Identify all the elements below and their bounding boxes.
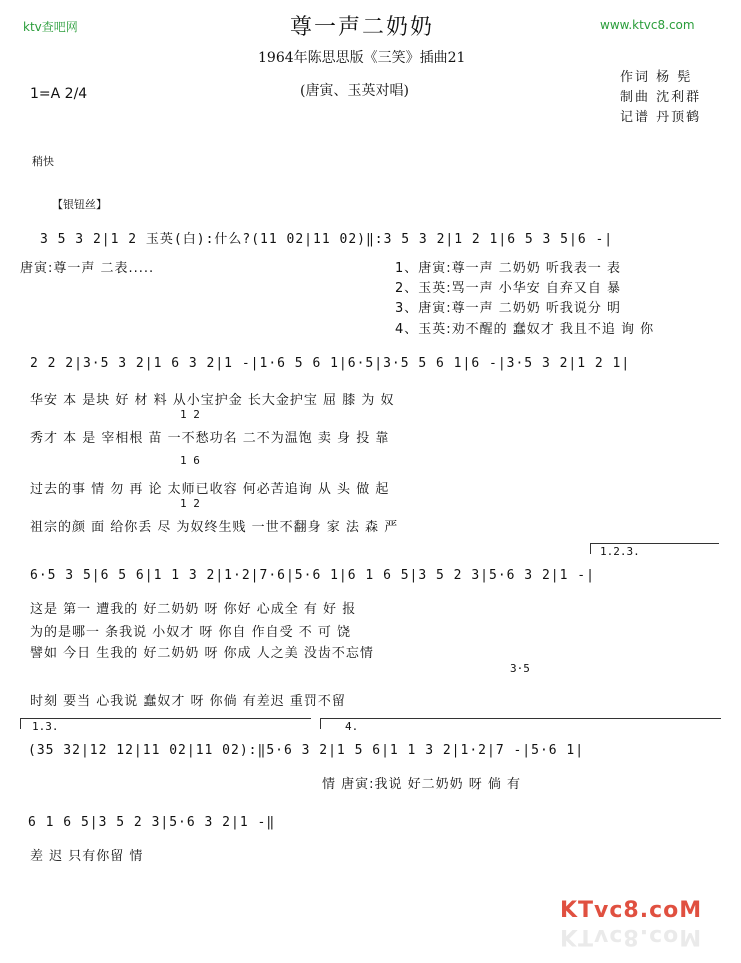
lyric-row-1-verse-1: 1、唐寅:尊一声 二奶奶 听我表一 表: [395, 261, 622, 276]
lyric-row-5: 差 迟 只有你留 情: [30, 849, 144, 864]
volta-label-3: 4.: [345, 720, 359, 733]
notation-row-1: 3 5 3 2|1 2 玉英(白):什么?(11 02|11 02)‖:3 5 3 2|1 2 1|6 5 3 5|6 -|: [40, 232, 614, 247]
lyric-row-3-verse-2: 为的是哪一 条我说 小奴才 呀 你自 作自受 不 可 饶: [30, 625, 352, 640]
small-notes-2c: 1 2: [180, 497, 200, 510]
notation-row-3: 6·5 3 5|6 5 6|1 1 3 2|1·2|7·6|5·6 1|6 1 6 5|3 5 2 3|5·6 3 2|1 -|: [30, 568, 595, 583]
volta-label-1: 1.2.3.: [600, 545, 640, 558]
lyric-row-1-intro: 唐寅:尊一声 二表.....: [20, 261, 155, 276]
lyric-row-2-verse-3: 过去的事 情 勿 再 论 太师已收容 何必苦追询 从 头 做 起: [30, 482, 390, 497]
lyric-row-3-verse-4: 时刻 要当 心我说 蠢奴才 呀 你倘 有差迟 重罚不留: [30, 694, 346, 709]
lyric-row-1-verse-2: 2、玉英:骂一声 小华安 自弃又自 暴: [395, 281, 622, 296]
credit-lyricist: 作词 杨 髡: [620, 70, 693, 85]
lyric-row-1-verse-4: 4、玉英:劝不醒的 蠢奴才 我且不追 询 你: [395, 322, 655, 337]
lyric-row-3-verse-1: 这是 第一 遭我的 好二奶奶 呀 你好 心成全 有 好 报: [30, 602, 357, 617]
small-notes-2a: 1 2: [180, 408, 200, 421]
site-label-left: ktv查吧网: [23, 20, 78, 34]
notation-row-5: 6 1 6 5|3 5 2 3|5·6 3 2|1 -‖: [28, 815, 276, 830]
singers-note: (唐寅、玉英对唱): [300, 83, 409, 99]
song-title: 尊一声二奶奶: [290, 15, 435, 40]
credit-transcriber: 记谱 丹顶鹤: [620, 110, 702, 125]
credit-composer: 制曲 沈利群: [620, 90, 702, 105]
volta-bracket-3: [320, 718, 721, 729]
lyric-row-2-verse-4: 祖宗的颜 面 给你丢 尽 为奴终生贱 一世不翻身 家 法 森 严: [30, 520, 399, 535]
lyric-row-3-verse-3: 譬如 今日 生我的 好二奶奶 呀 你成 人之美 没齿不忘情: [30, 646, 374, 661]
song-subtitle: 1964年陈思思版《三笑》插曲21: [258, 50, 466, 66]
key-signature: 1=A 2/4: [30, 86, 88, 102]
tempo-marking: 稍快: [32, 155, 54, 168]
lyric-row-2-verse-1: 华安 本 是块 好 材 料 从小宝护金 长大金护宝 屈 膝 为 奴: [30, 393, 395, 408]
volta-label-2: 1.3.: [32, 720, 59, 733]
lyric-row-4: 情 唐寅:我说 好二奶奶 呀 倘 有: [322, 777, 522, 792]
lyric-row-1-verse-3: 3、唐寅:尊一声 二奶奶 听我说分 明: [395, 301, 622, 316]
volta-bracket-2: [20, 718, 311, 729]
lyric-row-2-verse-2: 秀才 本 是 宰相根 苗 一不愁功名 二不为温饱 卖 身 投 靠: [30, 431, 390, 446]
credits-block: [620, 68, 701, 128]
instrument-label: 【银钮丝】: [52, 198, 107, 211]
watermark-logo: KTvc8.coM: [560, 898, 703, 923]
small-notes-3: 3·5: [510, 662, 530, 675]
notation-row-2: 2 2 2|3·5 3 2|1 6 3 2|1 -|1·6 5 6 1|6·5|3·5 5 6 1|6 -|3·5 3 2|1 2 1|: [30, 356, 631, 371]
small-notes-2b: 1 6: [180, 454, 200, 467]
watermark-logo-reflection: KTvc8.coM: [560, 924, 703, 949]
site-url: www.ktvc8.com: [600, 18, 695, 32]
notation-row-4: (35 32|12 12|11 02|11 02):‖5·6 3 2|1 5 6|1 1 3 2|1·2|7 -|5·6 1|: [28, 743, 585, 758]
